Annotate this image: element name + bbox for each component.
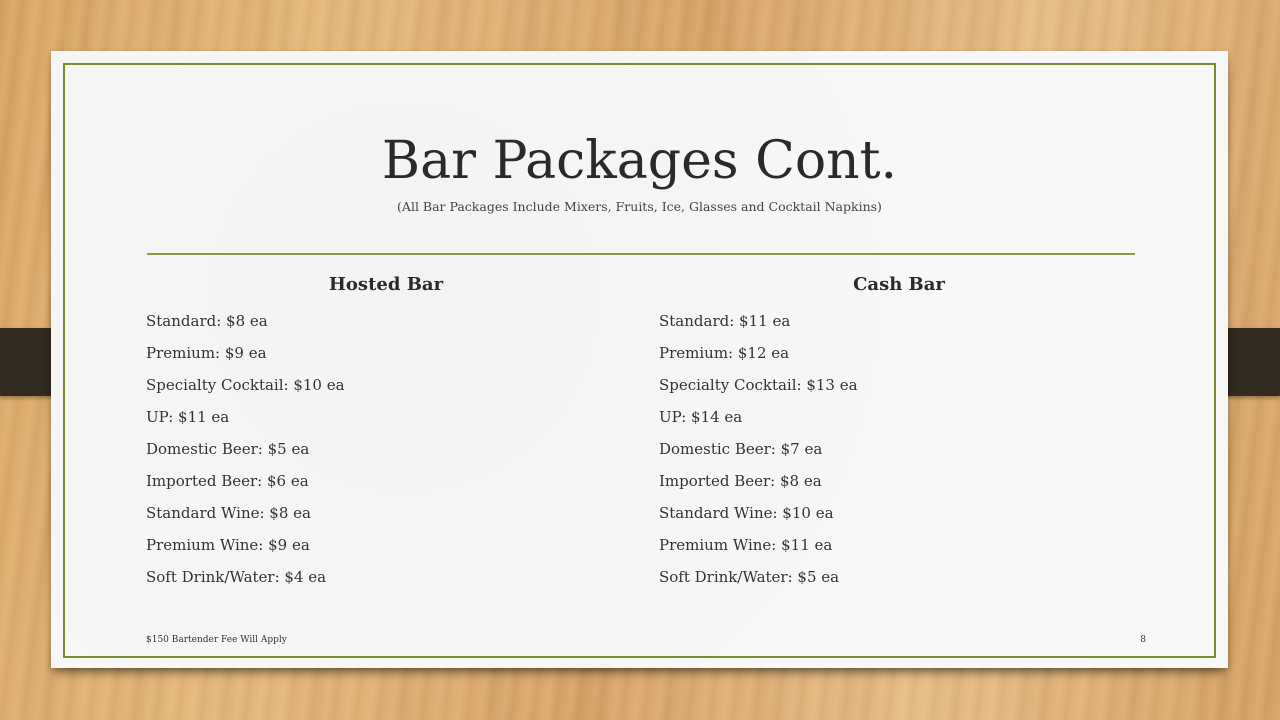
list-item: Specialty Cocktail: $10 ea [146, 376, 345, 394]
list-item: Standard Wine: $8 ea [146, 504, 311, 522]
list-item: Imported Beer: $8 ea [659, 472, 822, 490]
cash-bar-list [659, 305, 1139, 593]
list-item: Specialty Cocktail: $13 ea [659, 376, 858, 394]
list-item: Premium: $9 ea [146, 344, 267, 362]
hosted-bar-list [146, 305, 626, 593]
hosted-bar-column [146, 271, 626, 593]
list-item: Imported Beer: $6 ea [146, 472, 309, 490]
hosted-bar-heading: Hosted Bar [328, 274, 444, 295]
title-divider [147, 253, 1135, 255]
slide-title: Bar Packages Cont. [381, 131, 898, 191]
list-item: Standard: $8 ea [146, 312, 268, 330]
list-item: Soft Drink/Water: $4 ea [146, 568, 327, 586]
page-number: 8 [1140, 635, 1146, 645]
list-item: Domestic Beer: $5 ea [146, 440, 310, 458]
list-item: UP: $14 ea [659, 408, 743, 426]
list-item: Soft Drink/Water: $5 ea [659, 568, 840, 586]
slide-paper [51, 51, 1228, 668]
cash-bar-heading: Cash Bar [853, 274, 945, 295]
slide-subtitle: (All Bar Packages Include Mixers, Fruits, Ice, Glasses and Cocktail Napkins) [397, 199, 882, 214]
list-item: UP: $11 ea [146, 408, 230, 426]
list-item: Premium Wine: $9 ea [146, 536, 310, 554]
list-item: Standard: $11 ea [659, 312, 791, 330]
list-item: Premium: $12 ea [659, 344, 790, 362]
list-item: Premium Wine: $11 ea [659, 536, 833, 554]
slide-footer: $150 Bartender Fee Will Apply [146, 635, 287, 645]
list-item: Domestic Beer: $7 ea [659, 440, 823, 458]
list-item: Standard Wine: $10 ea [659, 504, 834, 522]
cash-bar-column [659, 271, 1139, 593]
